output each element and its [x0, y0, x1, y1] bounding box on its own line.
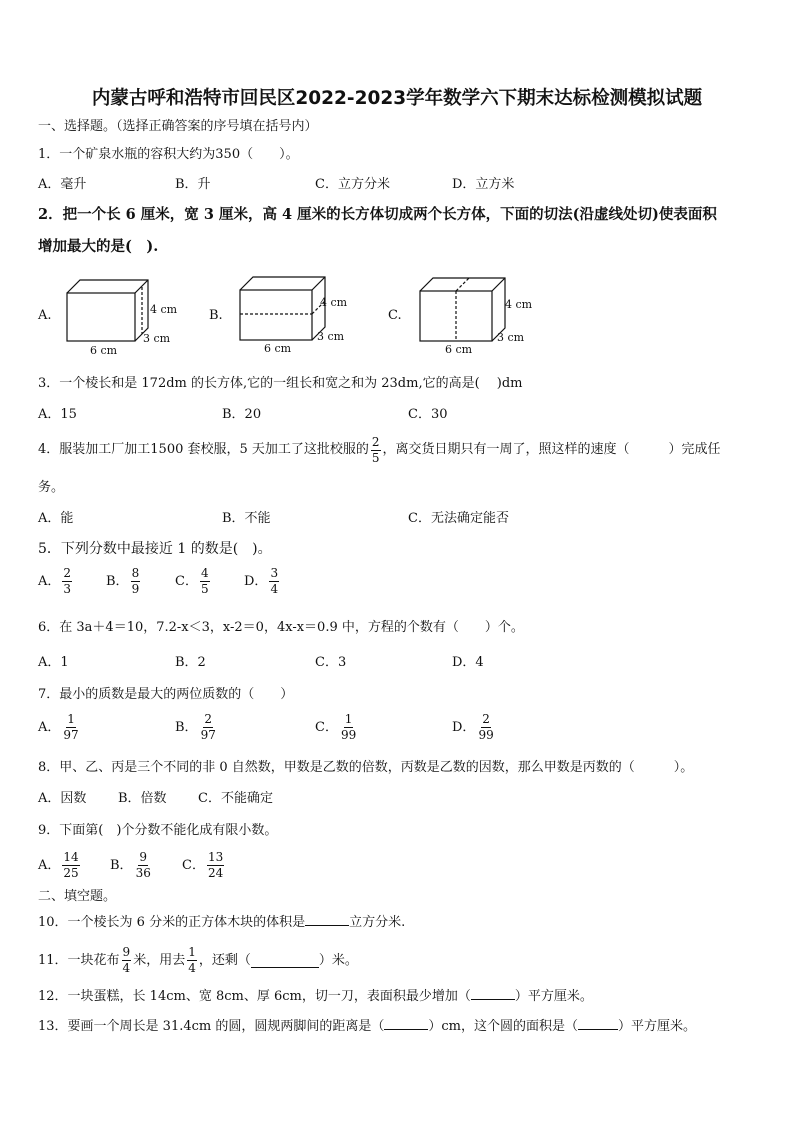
figure-a-height-label: 4 cm — [150, 303, 178, 316]
question-11-text-pre: 11．一块花布 — [38, 952, 120, 968]
fraction-numerator: 9 — [122, 944, 131, 959]
fraction-denominator: 4 — [122, 960, 131, 975]
fraction-denominator: 24 — [207, 865, 224, 880]
question-4-option-b: B．不能 — [222, 511, 271, 526]
fraction-denominator: 99 — [340, 727, 357, 742]
fraction-numerator: 9 — [139, 850, 148, 864]
page-title: 内蒙古呼和浩特市回民区2022-2023学年数学六下期末达标检测模拟试题 — [91, 88, 703, 109]
fraction-denominator: 4 — [270, 581, 279, 596]
question-12-stem — [38, 990, 593, 1003]
option-fraction — [131, 567, 141, 595]
question-8-option-c: C．不能确定 — [198, 791, 273, 806]
option-label: B． — [106, 573, 129, 589]
question-4-option-a: A．能 — [38, 511, 74, 526]
option-fraction — [200, 713, 217, 741]
option-label: B． — [175, 719, 198, 735]
fraction-numerator: 2 — [63, 566, 72, 580]
fraction-numerator: 2 — [204, 712, 213, 726]
fraction-denominator: 25 — [63, 865, 79, 880]
figure-b-height-label: 4 cm — [320, 296, 348, 309]
option-fraction — [135, 851, 152, 879]
fraction-numerator: 14 — [63, 850, 79, 864]
figure-b-width-label: 3 cm — [317, 330, 345, 343]
question-1-option-d: D．立方米 — [452, 177, 515, 192]
option-label: A． — [38, 573, 61, 589]
figure-c-width-label: 3 cm — [497, 331, 525, 344]
cuboid-figure-b — [240, 277, 325, 340]
question-8-stem: 8．甲、乙、丙是三个不同的非 0 自然数，甲数是乙数的倍数，丙数是乙数的因数，那么甲数是丙数的（ ）。 — [38, 760, 694, 775]
question-4-stem-line2: 务。 — [38, 480, 65, 495]
question-3-option-b: B．20 — [222, 407, 262, 422]
question-2-stem-line2: 增加最大的是( ). — [38, 238, 159, 255]
fraction-numerator: 2 — [371, 434, 380, 449]
question-2-figures — [0, 0, 794, 370]
question-2-label-c: C. — [388, 308, 402, 323]
question-13-text-mid: ）cm，这个圆的面积是（ — [428, 1019, 578, 1034]
option-fraction — [477, 713, 494, 741]
question-5-option-b — [106, 567, 142, 595]
question-9-option-a — [38, 851, 82, 879]
figure-c-height-label: 4 cm — [505, 298, 533, 311]
figure-a-length-label: 6 cm — [90, 344, 118, 357]
fraction-numerator: 13 — [207, 850, 224, 864]
fraction-denominator: 97 — [200, 727, 216, 742]
question-3-stem: 3．一个棱长和是 172dm 的长方体,它的一组长和宽之和为 23dm,它的高是( )dm — [38, 376, 523, 391]
fraction-numerator: 2 — [482, 712, 490, 726]
question-2-label-a: A. — [38, 308, 52, 323]
question-11-text-mid2: ，还剩（ — [198, 952, 251, 968]
question-10-text: 10．一个棱长为 6 分米的正方体木块的体积是 — [38, 915, 306, 930]
fraction-denominator: 5 — [200, 581, 209, 596]
question-9-option-c — [182, 851, 226, 879]
answer-blank[interactable] — [251, 953, 319, 968]
fraction-denominator: 4 — [188, 960, 196, 975]
question-11-stem — [38, 942, 358, 978]
fraction-denominator: 9 — [131, 581, 140, 596]
option-label: A． — [38, 719, 61, 735]
option-label: C． — [315, 719, 338, 735]
fraction-numerator: 1 — [344, 712, 353, 726]
question-7-option-a — [38, 713, 82, 741]
option-label: C． — [175, 573, 198, 589]
option-fraction — [269, 567, 279, 595]
question-11-text-post: ）米。 — [318, 952, 358, 968]
fraction-denominator: 36 — [135, 865, 151, 880]
option-fraction — [200, 567, 210, 595]
option-label: C． — [182, 857, 205, 873]
question-7-option-c — [315, 713, 359, 741]
answer-blank[interactable] — [305, 925, 349, 926]
question-2-label-b: B. — [209, 308, 223, 323]
question-11-text-mid1: 米，用去 — [133, 952, 186, 968]
question-4-option-c: C．无法确定能否 — [408, 511, 509, 526]
option-label: B． — [110, 857, 133, 873]
question-8-option-b: B．倍数 — [118, 791, 167, 806]
question-5-option-a — [38, 567, 74, 595]
question-10-stem — [38, 916, 405, 929]
option-fraction — [62, 851, 79, 879]
question-13-stem — [38, 1020, 696, 1033]
fraction-denominator: 99 — [478, 727, 494, 742]
figure-c-length-label: 6 cm — [445, 343, 473, 356]
option-fraction — [340, 713, 357, 741]
question-11-fraction-1 — [122, 946, 132, 974]
section-heading-fill: 二、填空题。 — [38, 889, 117, 904]
question-1-option-a: A．毫升 — [38, 177, 87, 192]
answer-blank[interactable] — [578, 1029, 618, 1030]
question-4-stem — [38, 433, 721, 467]
option-fraction — [62, 713, 79, 741]
question-5-stem: 5．下列分数中最接近 1 的数是( )。 — [38, 541, 272, 557]
fraction-denominator: 3 — [63, 581, 72, 596]
figure-b-length-label: 6 cm — [264, 342, 292, 355]
question-11-fraction-2 — [187, 946, 197, 974]
question-4-fraction — [371, 436, 381, 464]
fraction-numerator: 1 — [67, 712, 75, 726]
question-1-option-c: C．立方分米 — [315, 177, 390, 192]
option-label: D． — [244, 573, 268, 589]
fraction-numerator: 3 — [270, 566, 279, 580]
answer-blank[interactable] — [471, 999, 515, 1000]
question-1-option-b: B．升 — [175, 177, 211, 192]
question-6-option-c: C．3 — [315, 655, 347, 670]
question-6-stem: 6．在 3a＋4＝10，7.2-x＜3，x-2＝0，4x-x＝0.9 中，方程的个数有（ ）个。 — [38, 620, 524, 635]
option-label: D． — [452, 719, 476, 735]
question-7-option-d — [452, 713, 497, 741]
question-10-unit: 立方分米. — [349, 915, 406, 930]
answer-blank[interactable] — [384, 1029, 428, 1030]
question-12-text-pre: 12．一块蛋糕，长 14cm、宽 8cm、厚 6cm，切一刀，表面积最少增加（ — [38, 989, 471, 1004]
option-fraction — [207, 851, 224, 879]
fraction-denominator: 5 — [371, 450, 380, 465]
fraction-numerator: 8 — [131, 566, 140, 580]
question-13-text-pre: 13．要画一个周长是 31.4cm 的圆，圆规两脚间的距离是（ — [38, 1019, 385, 1034]
question-2-stem-line1: 2．把一个长 6 厘米，宽 3 厘米，高 4 厘米的长方体切成两个长方体，下面的切法(沿虚线处切)使表面积 — [38, 206, 717, 223]
question-3-option-c: C．30 — [408, 407, 448, 422]
fraction-numerator: 4 — [200, 566, 209, 580]
option-label: A． — [38, 857, 61, 873]
figure-a-width-label: 3 cm — [143, 332, 171, 345]
question-1-stem: 1．一个矿泉水瓶的容积大约为350（ ）。 — [38, 147, 299, 162]
question-6-option-b: B．2 — [175, 655, 206, 670]
question-4-stem-pre: 4．服装加工厂加工1500 套校服，5 天加工了这批校服的 — [38, 442, 369, 457]
section-heading-choice: 一、选择题。（选择正确答案的序号填在括号内） — [38, 119, 318, 134]
question-7-stem: 7．最小的质数是最大的两位质数的（ ） — [38, 687, 294, 702]
question-3-option-a: A．15 — [38, 407, 77, 422]
question-7-option-b — [175, 713, 219, 741]
question-9-stem: 9．下面第( )个分数不能化成有限小数。 — [38, 823, 278, 838]
question-13-text-post: ）平方厘米。 — [617, 1019, 696, 1034]
question-6-option-d: D．4 — [452, 655, 484, 670]
question-4-stem-post: ，离交货日期只有一周了，照这样的速度（ ）完成任 — [382, 442, 721, 457]
cuboid-figure-c — [420, 278, 505, 341]
fraction-denominator: 97 — [63, 727, 79, 742]
question-12-text-post: ）平方厘米。 — [514, 989, 593, 1004]
question-9-option-b — [110, 851, 154, 879]
question-6-option-a: A．1 — [38, 655, 69, 670]
cuboid-figure-a — [67, 280, 148, 341]
question-5-option-d — [244, 567, 281, 595]
fraction-numerator: 1 — [188, 944, 196, 959]
question-8-option-a: A．因数 — [38, 791, 87, 806]
question-5-option-c — [175, 567, 212, 595]
option-fraction — [62, 567, 72, 595]
